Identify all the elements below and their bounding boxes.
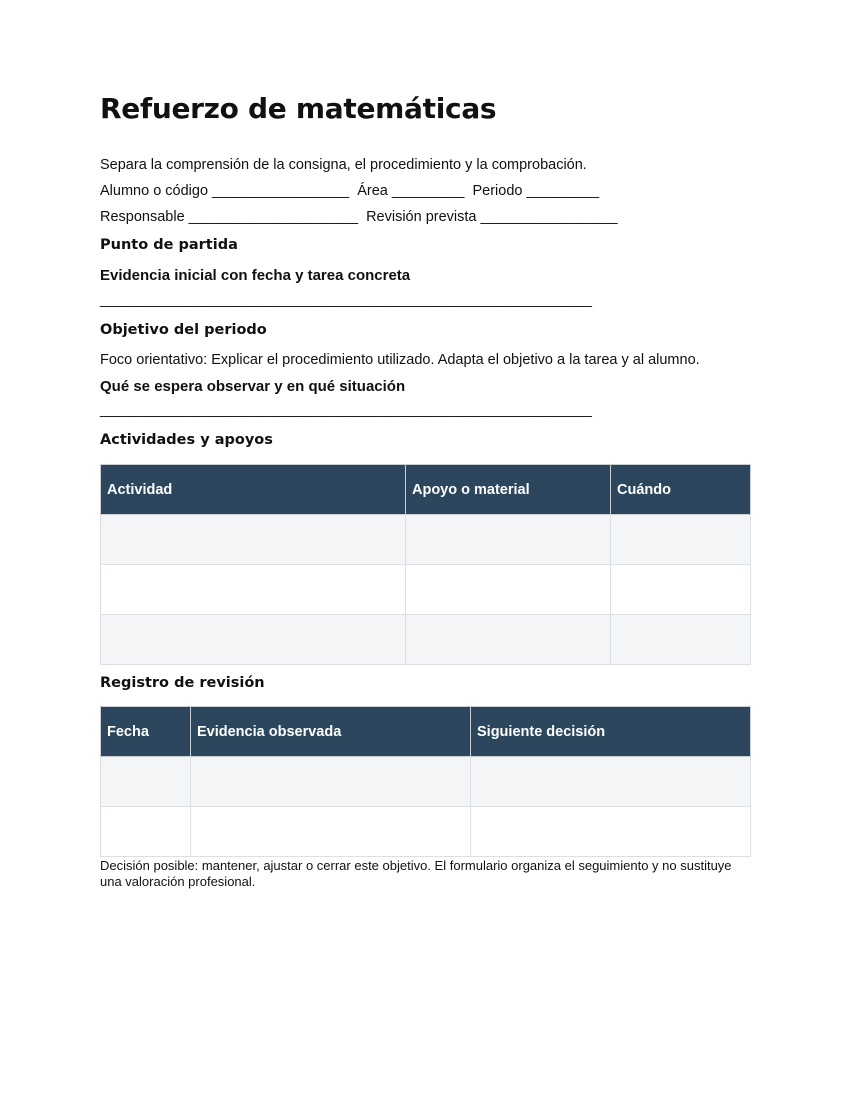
- table-cell[interactable]: [101, 515, 406, 565]
- table-cell[interactable]: [406, 515, 611, 565]
- table-cell[interactable]: [471, 807, 751, 857]
- table-cell[interactable]: [101, 565, 406, 615]
- column-header-observed-evidence: Evidencia observada: [191, 707, 471, 757]
- section-heading-activities: Actividades y apoyos: [100, 432, 273, 448]
- page-title: Refuerzo de matemáticas: [100, 92, 497, 125]
- table-cell[interactable]: [191, 807, 471, 857]
- expected-observation-prompt: Qué se espera observar y en qué situación: [100, 378, 406, 395]
- objective-focus-text: Foco orientativo: Explicar el procedimiento utilizado. Adapta el objetivo a la tarea y al alumno.: [100, 352, 700, 368]
- initial-evidence-blank: _____________________________________________________________: [100, 292, 592, 308]
- fields-row-student-area-period: Alumno o código _________________ Área _________ Periodo _________: [100, 183, 600, 199]
- activities-table: [100, 464, 751, 665]
- table-cell[interactable]: [611, 565, 751, 615]
- column-header-date: Fecha: [101, 707, 191, 757]
- table-cell[interactable]: [101, 615, 406, 665]
- table-cell[interactable]: [101, 807, 191, 857]
- table-row: [101, 515, 751, 565]
- section-heading-objective: Objetivo del periodo: [100, 322, 267, 338]
- activities-header-row: [101, 465, 751, 515]
- intro-text: Separa la comprensión de la consigna, el procedimiento y la comprobación.: [100, 157, 587, 173]
- column-header-next-decision: Siguiente decisión: [471, 707, 751, 757]
- table-row: [101, 615, 751, 665]
- table-cell[interactable]: [191, 757, 471, 807]
- table-cell[interactable]: [406, 615, 611, 665]
- table-cell[interactable]: [611, 615, 751, 665]
- column-header-support-material: Apoyo o material: [406, 465, 611, 515]
- section-heading-review-log: Registro de revisión: [100, 675, 265, 691]
- table-cell[interactable]: [611, 515, 751, 565]
- section-heading-starting-point: Punto de partida: [100, 237, 238, 253]
- column-header-activity: Actividad: [101, 465, 406, 515]
- table-cell[interactable]: [471, 757, 751, 807]
- table-cell[interactable]: [406, 565, 611, 615]
- table-row: [101, 807, 751, 857]
- column-header-when: Cuándo: [611, 465, 751, 515]
- expected-observation-blank: _____________________________________________________________: [100, 402, 592, 418]
- table-cell[interactable]: [101, 757, 191, 807]
- table-row: [101, 757, 751, 807]
- initial-evidence-prompt: Evidencia inicial con fecha y tarea concreta: [100, 267, 411, 284]
- review-log-table: [100, 706, 751, 857]
- review-header-row: [101, 707, 751, 757]
- footnote: Decisión posible: mantener, ajustar o cerrar este objetivo. El formulario organiza el seguimiento y no sustituye una valoración profesional.: [100, 858, 732, 889]
- table-row: [101, 565, 751, 615]
- fields-row-responsible-review: Responsable _____________________ Revisión prevista _________________: [100, 209, 618, 225]
